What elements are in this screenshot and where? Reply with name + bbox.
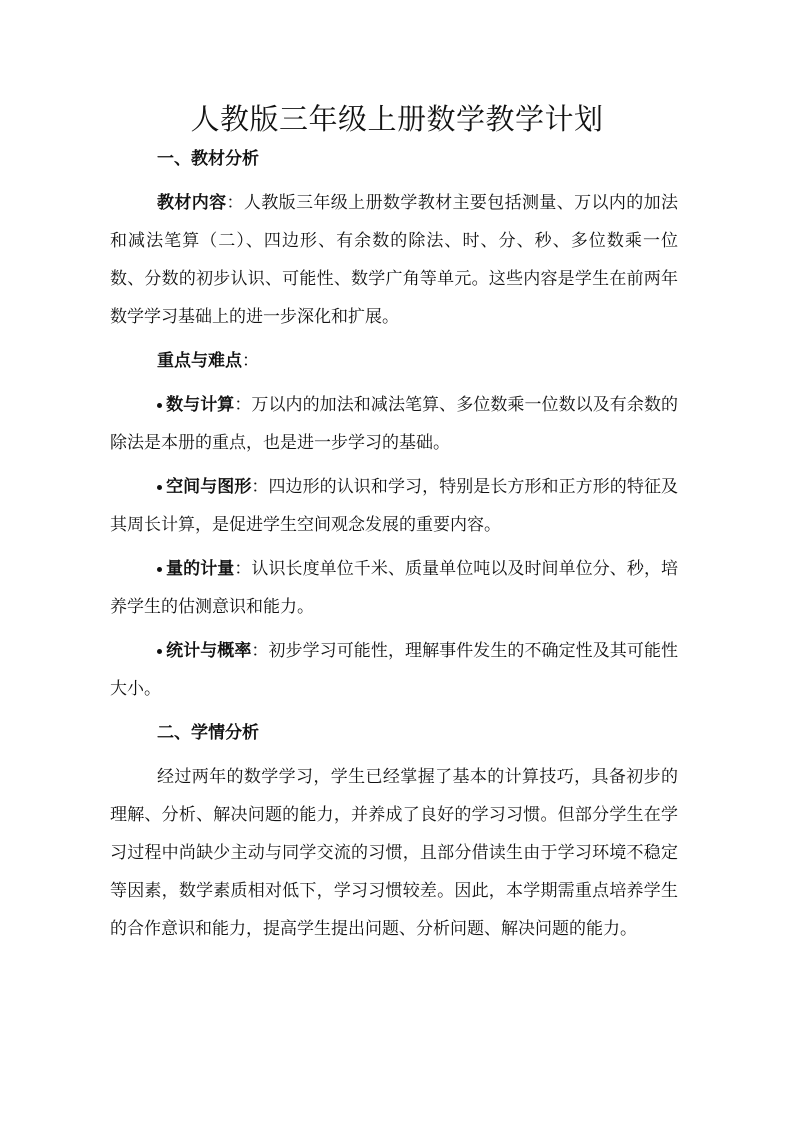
document-title: 人教版三年级上册数学教学计划 [190, 102, 604, 136]
bullet-label: 统计与概率 [166, 641, 252, 661]
content-label: 教材内容 [157, 193, 227, 213]
section-heading-students: 二、学情分析 [157, 723, 259, 743]
bullet-text: ：初步学习可能性，理解事件发生的不确定性及其可能性大小。 [110, 641, 679, 699]
bullet-dot-icon [157, 403, 162, 408]
bullet-item [110, 632, 678, 708]
bullet-text: ：四边形的认识和学习，特别是长方形和正方形的特征及其周长计算，是促进学生空间观念发展的重要内容。 [110, 477, 679, 535]
bullet-text: ：认识长度单位千米、质量单位吨以及时间单位分、秒，培养学生的估测意识和能力。 [110, 559, 679, 617]
bullet-label: 空间与图形 [166, 477, 252, 497]
document-body [110, 140, 678, 948]
content-text: ：人教版三年级上册数学教材主要包括测量、万以内的加法和减法笔算（二）、四边形、有余数的除法、时、分、秒、多位数乘一位数、分数的初步认识、可能性、数学广角等单元。这些内容是学生在前两年数学学习基础上的进一步深化和扩展。 [110, 193, 679, 327]
bullet-dot-icon [157, 485, 162, 490]
section-heading-materials: 一、教材分析 [157, 149, 259, 169]
bullet-item [110, 550, 678, 626]
bullet-dot-icon [157, 649, 162, 654]
bullet-dot-icon [157, 567, 162, 572]
key-suffix: ： [242, 351, 259, 371]
key-label: 重点与难点 [157, 351, 242, 371]
paragraph-student-analysis: 经过两年的数学学习，学生已经掌握了基本的计算技巧，具备初步的理解、分析、解决问题的能力，并养成了良好的学习习惯。但部分学生在学习过程中尚缺少主动与同学交流的习惯，且部分借读生由于学习环境不稳定等因素，数学素质相对低下，学习习惯较差。因此，本学期需重点培养学生的合作意识和能力，提高学生提出问题、分析问题、解决问题的能力。 [110, 767, 678, 939]
paragraph-content [110, 184, 678, 336]
bullet-label: 数与计算 [166, 395, 235, 415]
paragraph-key-points [110, 342, 678, 380]
bullet-item [110, 468, 678, 544]
bullet-text: ：万以内的加法和减法笔算、多位数乘一位数以及有余数的除法是本册的重点，也是进一步学习的基础。 [110, 395, 679, 453]
bullet-label: 量的计量 [166, 559, 235, 579]
bullet-item [110, 386, 678, 462]
